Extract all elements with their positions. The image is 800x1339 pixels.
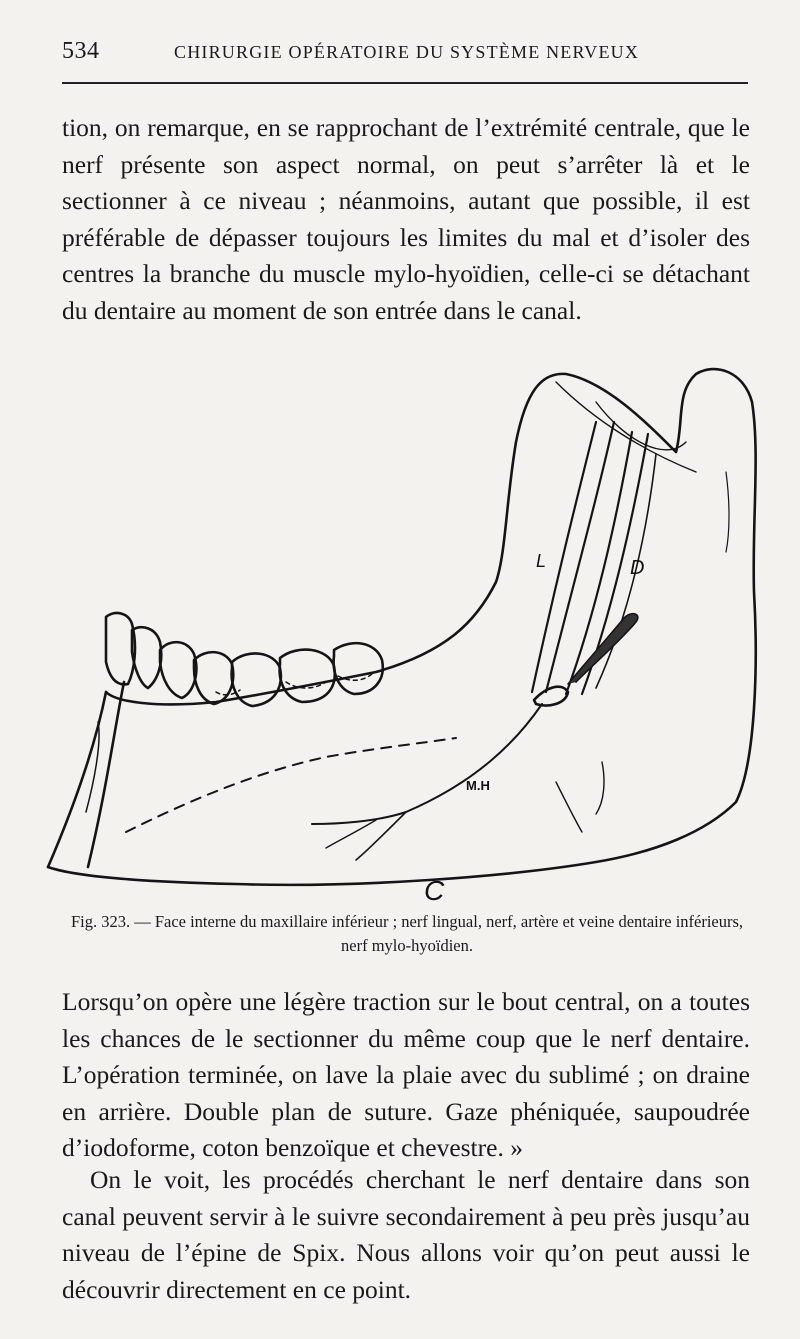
caption-number: Fig. 323.	[70, 912, 131, 931]
tooth-4	[194, 652, 233, 704]
figure-jaw-illustration	[36, 362, 766, 910]
mandibular-foramen	[534, 687, 568, 706]
symphysis-inner	[88, 682, 124, 867]
paragraph-3: On le voit, les procédés cherchant le nerf dentaire dans son canal peuvent servir à le suivre secondairement à peu près jusqu’au niveau de l’épine de Spix. Nous allons voir qu’on peut aussi le découvrir directement en ce point.	[62, 1165, 750, 1304]
tooth-2	[132, 627, 161, 688]
label-mylo-hyoidien: M.H	[466, 778, 490, 793]
tooth-5	[232, 653, 281, 706]
tooth-1	[106, 613, 135, 684]
label-dentaire: D	[630, 557, 645, 579]
mandible-drawing	[36, 362, 766, 910]
figure-caption	[62, 910, 752, 958]
mylohyoid-nerve	[312, 704, 542, 824]
caption-text: — Face interne du maxillaire inférieur ; nerf lingual, nerf, artère et veine dentaire inférieurs, nerf mylo-hyoïdien.	[134, 912, 744, 955]
running-title: CHIRURGIE OPÉRATOIRE DU SYSTÈME NERVEUX	[174, 42, 640, 62]
paragraph-1: tion, on remarque, en se rapprochant de l’extrémité centrale, que le nerf présente son aspect normal, on peut s’arrêter là et le sectionner à ce niveau ; néanmoins, autant que possible, il est préférable de dépasser toujours les limites du mal et d’isoler des centres la branche du muscle mylo-hyoïdien, celle-ci se détachant du dentaire au moment de son entrée dans le canal.	[62, 113, 750, 325]
page-number: 534	[62, 38, 100, 64]
tooth-3	[160, 642, 196, 698]
tooth-7	[334, 643, 383, 694]
label-corner: C	[424, 875, 445, 906]
tooth-6	[280, 650, 335, 702]
header-rule	[62, 82, 748, 84]
label-lingual: L	[536, 551, 547, 571]
mylohyoid-line	[126, 738, 456, 832]
page-header	[62, 34, 746, 68]
symphysis-outline	[48, 692, 106, 867]
paragraph-2: Lorsqu’on opère une légère traction sur le bout central, on a toutes les chances de le sectionner du même coup que le nerf dentaire. L’opération terminée, on lave la plaie avec du sublimé ; on draine en arrière. Double plan de suture. Gaze phéniquée, saupoudrée d’iodoforme, coton benzoïque et chevestre. »	[62, 987, 750, 1162]
